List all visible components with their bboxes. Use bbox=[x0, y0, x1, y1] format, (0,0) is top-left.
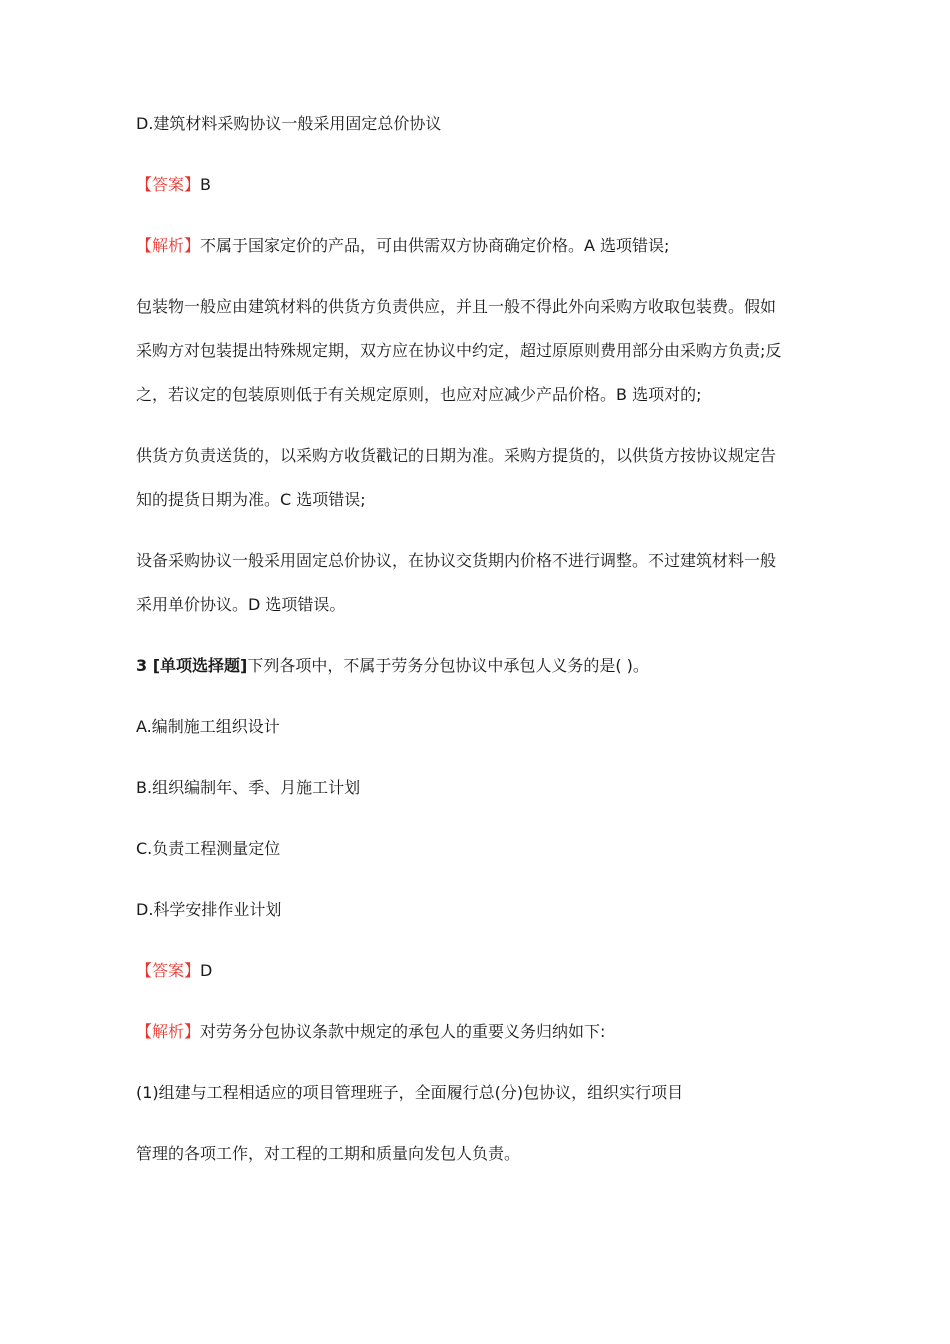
answer-tag: 【答案】 bbox=[136, 961, 201, 980]
q3-analysis bbox=[136, 1022, 826, 1042]
para-c-line-2: 知的提货日期为准。C 选项错误; bbox=[136, 490, 366, 509]
option-b: B.组织编制年、季、月施工计划 bbox=[136, 778, 361, 797]
para-d-line-1: 设备采购协议一般采用固定总价协议，在协议交货期内价格不进行调整。不过建筑材料一般 bbox=[136, 551, 777, 570]
option-d: D.科学安排作业计划 bbox=[136, 900, 282, 919]
prev-option-d: D.建筑材料采购协议一般采用固定总价协议 bbox=[136, 114, 442, 133]
para-b-line-3: 之，若议定的包装原则低于有关规定原则，也应对应减少产品价格。B 选项对的; bbox=[136, 385, 702, 404]
analysis-tag: 【解析】 bbox=[136, 1022, 201, 1041]
option-c: C.负责工程测量定位 bbox=[136, 839, 281, 858]
answer-value: B bbox=[200, 175, 211, 194]
para-d-line-2: 采用单价协议。D 选项错误。 bbox=[136, 595, 346, 614]
question-stem-text: 下列各项中，不属于劳务分包协议中承包人义务的是( )。 bbox=[247, 656, 649, 675]
analysis-item-1-line-2: 管理的各项工作，对工程的工期和质量向发包人负责。 bbox=[136, 1144, 521, 1163]
para-b-line-2: 采购方对包装提出特殊规定期，双方应在协议中约定，超过原原则费用部分由采购方负责;反 bbox=[136, 341, 782, 360]
prev-answer bbox=[136, 175, 826, 195]
question-3-stem bbox=[136, 656, 826, 676]
analysis-item-1-line-1: (1)组建与工程相适应的项目管理班子，全面履行总(分)包协议，组织实行项目 bbox=[136, 1083, 684, 1102]
answer-tag: 【答案】 bbox=[136, 175, 201, 194]
para-b-line-1: 包装物一般应由建筑材料的供货方负责供应，并且一般不得此外向采购方收取包装费。假如 bbox=[136, 297, 777, 316]
analysis-text: 不属于国家定价的产品，可由供需双方协商确定价格。A 选项错误; bbox=[200, 236, 670, 255]
prev-analysis bbox=[136, 236, 826, 256]
analysis-text: 对劳务分包协议条款中规定的承包人的重要义务归纳如下: bbox=[200, 1022, 606, 1041]
question-type-label: 3 [单项选择题] bbox=[136, 656, 248, 675]
para-c-line-1: 供货方负责送货的，以采购方收货戳记的日期为准。采购方提货的，以供货方按协议规定告 bbox=[136, 446, 777, 465]
q3-answer bbox=[136, 961, 826, 981]
option-a: A.编制施工组织设计 bbox=[136, 717, 280, 736]
answer-value: D bbox=[200, 961, 213, 980]
analysis-tag: 【解析】 bbox=[136, 236, 201, 255]
